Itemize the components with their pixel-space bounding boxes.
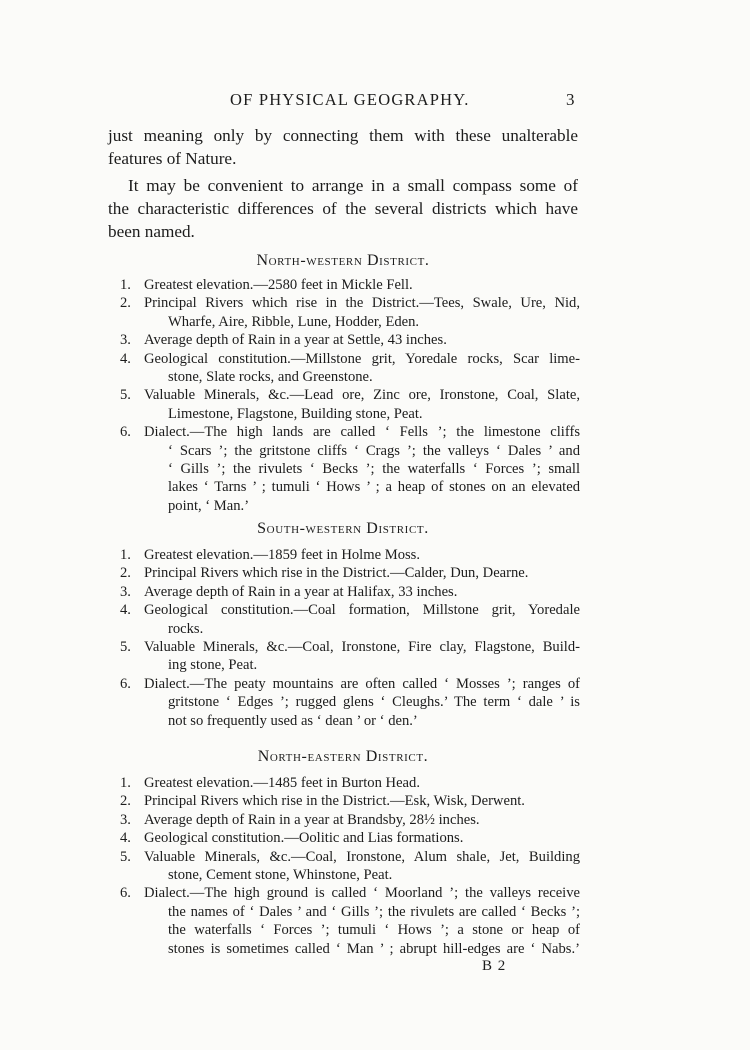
list-item	[120, 276, 580, 294]
item-line: the waterfalls ‘ Forces ’; tumuli ‘ Hows ’; a stone or heap of	[168, 922, 580, 939]
section-heading-south-western: South-western District.	[257, 520, 429, 537]
item-line: ‘ Scars ’; the gritstone cliffs ‘ Crags ’; the valleys ‘ Dales ’ and	[168, 442, 580, 459]
item-line: Greatest elevation.—1485 feet in Burton Head.	[144, 775, 420, 791]
item-line: Dialect.—The peaty mountains are often called ‘ Mosses ’; ranges of	[144, 675, 580, 692]
item-line: rocks.	[168, 620, 204, 637]
item-number: 4.	[120, 830, 131, 847]
item-number: 1.	[120, 775, 131, 791]
section-list-south-western	[120, 546, 580, 730]
section-list-north-western	[120, 276, 580, 515]
item-line: Principal Rivers which rise in the District.—Calder, Dun, Dearne.	[144, 565, 529, 582]
item-number: 5.	[120, 639, 131, 656]
item-line: Principal Rivers which rise in the District.—Esk, Wisk, Derwent.	[144, 793, 525, 810]
item-line: the names of ‘ Dales ’ and ‘ Gills ’; the rivulets are called ‘ Becks ’;	[168, 903, 580, 920]
page-number: 3	[566, 90, 575, 109]
list-item	[120, 848, 580, 885]
list-item	[120, 638, 580, 675]
list-item	[120, 601, 580, 638]
item-line: Limestone, Flagstone, Building stone, Peat.	[168, 405, 423, 422]
item-number: 1.	[120, 547, 131, 563]
section-list-north-eastern	[120, 774, 580, 958]
list-item	[120, 546, 580, 564]
section-heading-north-eastern: North-eastern District.	[257, 748, 429, 765]
list-item	[120, 884, 580, 958]
item-line: Greatest elevation.—1859 feet in Holme Moss.	[144, 547, 420, 563]
item-line: gritstone ‘ Edges ’; rugged glens ‘ Cleughs.’ The term ‘ dale ’ is	[168, 694, 580, 711]
item-number: 2.	[120, 565, 131, 582]
item-number: 3.	[120, 811, 131, 828]
list-item	[120, 423, 580, 515]
item-number: 6.	[120, 675, 131, 692]
list-item	[120, 583, 580, 601]
item-number: 6.	[120, 424, 131, 441]
item-line: Geological constitution.—Millstone grit, Yoredale rocks, Scar lime-	[144, 350, 580, 367]
item-line: Geological constitution.—Coal formation, Millstone grit, Yoredale	[144, 602, 580, 619]
item-number: 2.	[120, 295, 131, 312]
list-item	[120, 675, 580, 730]
item-line: Greatest elevation.—2580 feet in Mickle Fell.	[144, 277, 413, 293]
text-line: just meaning only by connecting them with these unalterable	[108, 126, 578, 145]
item-line: Average depth of Rain in a year at Settle, 43 inches.	[144, 332, 447, 349]
item-number: 6.	[120, 885, 131, 902]
list-item	[120, 811, 580, 829]
item-number: 3.	[120, 583, 131, 600]
running-title: OF PHYSICAL GEOGRAPHY.	[230, 90, 470, 109]
item-line: stone, Slate rocks, and Greenstone.	[168, 369, 373, 386]
item-line: Wharfe, Aire, Ribble, Lune, Hodder, Eden.	[168, 313, 420, 330]
item-line: not so frequently used as ‘ dean ’ or ‘ den.’	[168, 712, 418, 729]
item-number: 4.	[120, 350, 131, 367]
list-item	[120, 350, 580, 387]
intro-paragraph-2	[108, 174, 578, 243]
item-line: Average depth of Rain in a year at Halifax, 33 inches.	[144, 583, 458, 600]
item-line: Average depth of Rain in a year at Brandsby, 28½ inches.	[144, 811, 480, 828]
item-number: 3.	[120, 332, 131, 349]
item-number: 5.	[120, 387, 131, 404]
list-item	[120, 564, 580, 582]
list-item	[120, 792, 580, 810]
item-line: Dialect.—The high lands are called ‘ Fells ’; the limestone cliffs	[144, 424, 580, 441]
intro-paragraph-1	[108, 124, 578, 170]
item-line: Principal Rivers which rise in the District.—Tees, Swale, Ure, Nid,	[144, 295, 580, 312]
item-number: 5.	[120, 848, 131, 865]
signature-mark: B 2	[482, 958, 507, 974]
list-item	[120, 774, 580, 792]
item-number: 1.	[120, 277, 131, 293]
item-line: stone, Cement stone, Whinstone, Peat.	[168, 867, 393, 884]
item-number: 4.	[120, 602, 131, 619]
list-item	[120, 294, 580, 331]
item-line: Valuable Minerals, &c.—Coal, Ironstone, Alum shale, Jet, Building	[144, 848, 580, 865]
item-line: ing stone, Peat.	[168, 657, 258, 674]
text-line: It may be convenient to arrange in a small compass some of	[128, 176, 578, 195]
item-number: 2.	[120, 793, 131, 810]
item-line: point, ‘ Man.’	[168, 497, 250, 514]
text-line: the characteristic differences of the several districts which have	[108, 199, 578, 218]
item-line: lakes ‘ Tarns ’ ; tumuli ‘ Hows ’ ; a heap of stones on an elevated	[168, 479, 580, 496]
text-line: been named.	[108, 222, 195, 241]
running-header	[0, 90, 750, 114]
list-item	[120, 829, 580, 847]
list-item	[120, 331, 580, 349]
list-item	[120, 386, 580, 423]
item-line: Dialect.—The high ground is called ‘ Moorland ’; the valleys receive	[144, 885, 580, 902]
text-line: features of Nature.	[108, 149, 237, 168]
section-heading-north-western: North-western District.	[256, 252, 430, 269]
item-line: stones is sometimes called ‘ Man ’ ; abrupt hill-edges are ‘ Nabs.’	[168, 940, 580, 957]
item-line: Valuable Minerals, &c.—Coal, Ironstone, Fire clay, Flagstone, Build-	[144, 639, 580, 656]
item-line: Geological constitution.—Oolitic and Lias formations.	[144, 830, 464, 847]
item-line: Valuable Minerals, &c.—Lead ore, Zinc ore, Ironstone, Coal, Slate,	[144, 387, 580, 404]
item-line: ‘ Gills ’; the rivulets ‘ Becks ’; the waterfalls ‘ Forces ’; small	[168, 461, 580, 478]
